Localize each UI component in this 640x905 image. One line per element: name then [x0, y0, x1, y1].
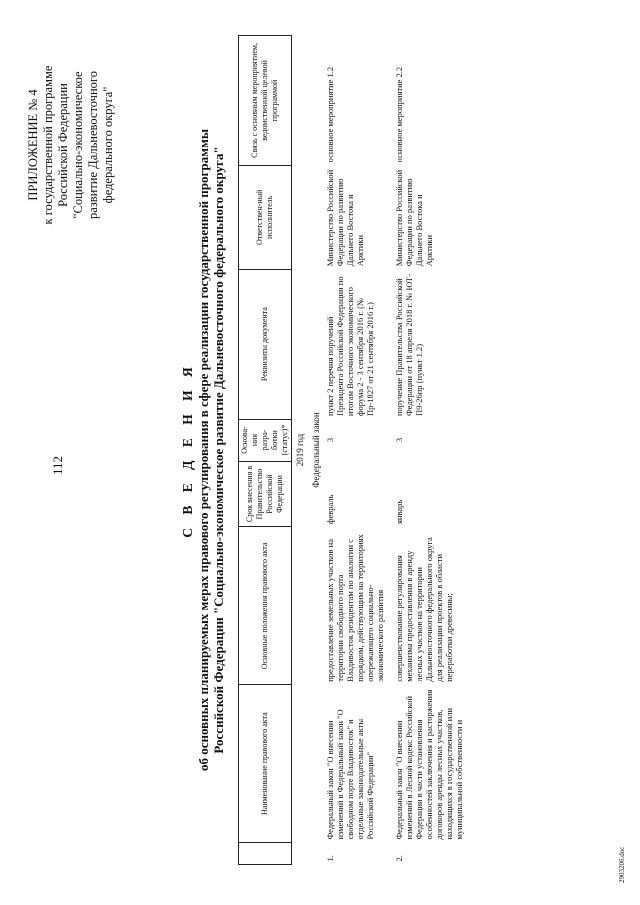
table-row: [324, 36, 386, 865]
act-provisions: предоставление земельных участков на территории свободного порта Владивосток резидентам по аналогии с порядком, действующим на территориях опережающего социально-экономического развития: [325, 534, 385, 682]
act-status: 3: [394, 437, 404, 443]
act-name: Федеральный закон "О внесении изменений в Федеральный закон "О свободном порте Владивосток" и отдельные законодательные акты Российской Федерации": [325, 709, 375, 840]
appendix-line: ПРИЛОЖЕНИЕ № 4: [26, 89, 40, 201]
appendix-block: [26, 30, 116, 260]
act-link: основное мероприятие 1.2: [325, 66, 335, 163]
appendix-line: Российской Федерации: [56, 83, 70, 207]
appendix-line: федерального округа": [101, 86, 115, 204]
row-number: 2.: [394, 855, 404, 862]
act-provisions: совершенствование регулирования механизма предоставления в аренду лесных участков на территории Дальневосточного федерального округа для реализации проектов в области переработки древесины;: [394, 537, 454, 682]
col-header-act-name: Наименование правового акта: [239, 685, 292, 843]
col-header-provisions: Основные положения правового акта: [239, 527, 292, 685]
appendix-line: развитие Дальневосточного: [86, 71, 100, 219]
title-heading: С В Е Д Е Н И Я: [180, 362, 195, 538]
year-row: [292, 36, 309, 865]
col-header-number: [239, 843, 292, 865]
act-deadline: февраль: [325, 494, 335, 524]
file-name-footer: 2903206.doc: [618, 846, 626, 883]
row-number: 1.: [325, 855, 335, 862]
section-row: [308, 36, 324, 865]
act-status: 3: [325, 437, 335, 443]
appendix-line: к государственной программе: [41, 65, 55, 225]
table-row: [386, 36, 465, 865]
year-label: 2019 год: [295, 433, 305, 467]
col-header-executor: Ответствен-ный исполнитель: [239, 165, 292, 269]
col-header-link: Связь с основным мероприятием, ведомственной целевой программой: [239, 36, 292, 166]
appendix-line: "Социально-экономическое: [71, 71, 85, 219]
act-name: Федеральный закон "О внесении изменений в Лесной кодекс Российской Федерации в части установления особенностей заключения и расторжения договоров аренды лесных участков, находящихся в государственной или муниципальной собственности и: [394, 689, 464, 840]
document-title: [180, 35, 226, 865]
act-link: основное мероприятие 2.2: [394, 66, 404, 163]
table-header-row: [239, 36, 292, 865]
act-deadline: январь: [394, 499, 404, 524]
measures-table: [238, 35, 465, 865]
act-document-details: поручение Правительства Российской Федерации от 18 апреля 2018 г. № ЮТ-П9-26пр (пункт 1.2): [394, 273, 424, 417]
section-label: Федеральный закон: [311, 412, 321, 488]
col-header-deadline: Срок внесения в Правительство Российской Федерации: [239, 461, 292, 527]
title-subheading: об основных планируемых мерах правового регулирования в сфере реализации государственной программы: [196, 128, 211, 772]
col-header-status: Основа-ния разра-ботки (статус)*: [239, 419, 292, 461]
title-subheading: Российской Федерации "Социально-экономическое развитие Дальневосточного федерального округа": [211, 146, 226, 754]
page-number: 112: [50, 455, 65, 475]
act-executor: Министерство Российской Федерации по развитию Дальнего Востока и Арктики: [325, 169, 365, 267]
act-executor: Министерство Российской Федерации по развитию Дальнего Востока и Арктики: [394, 169, 434, 267]
col-header-document-details: Реквизиты документа: [239, 269, 292, 419]
act-document-details: пункт 2 перечня поручений Президента Российской Федерации по итогам Восточного экономического форума 2 - 3 сентября 2016 г. (№ Пр-1827 от 21 сентября 2016 г.): [325, 276, 375, 417]
